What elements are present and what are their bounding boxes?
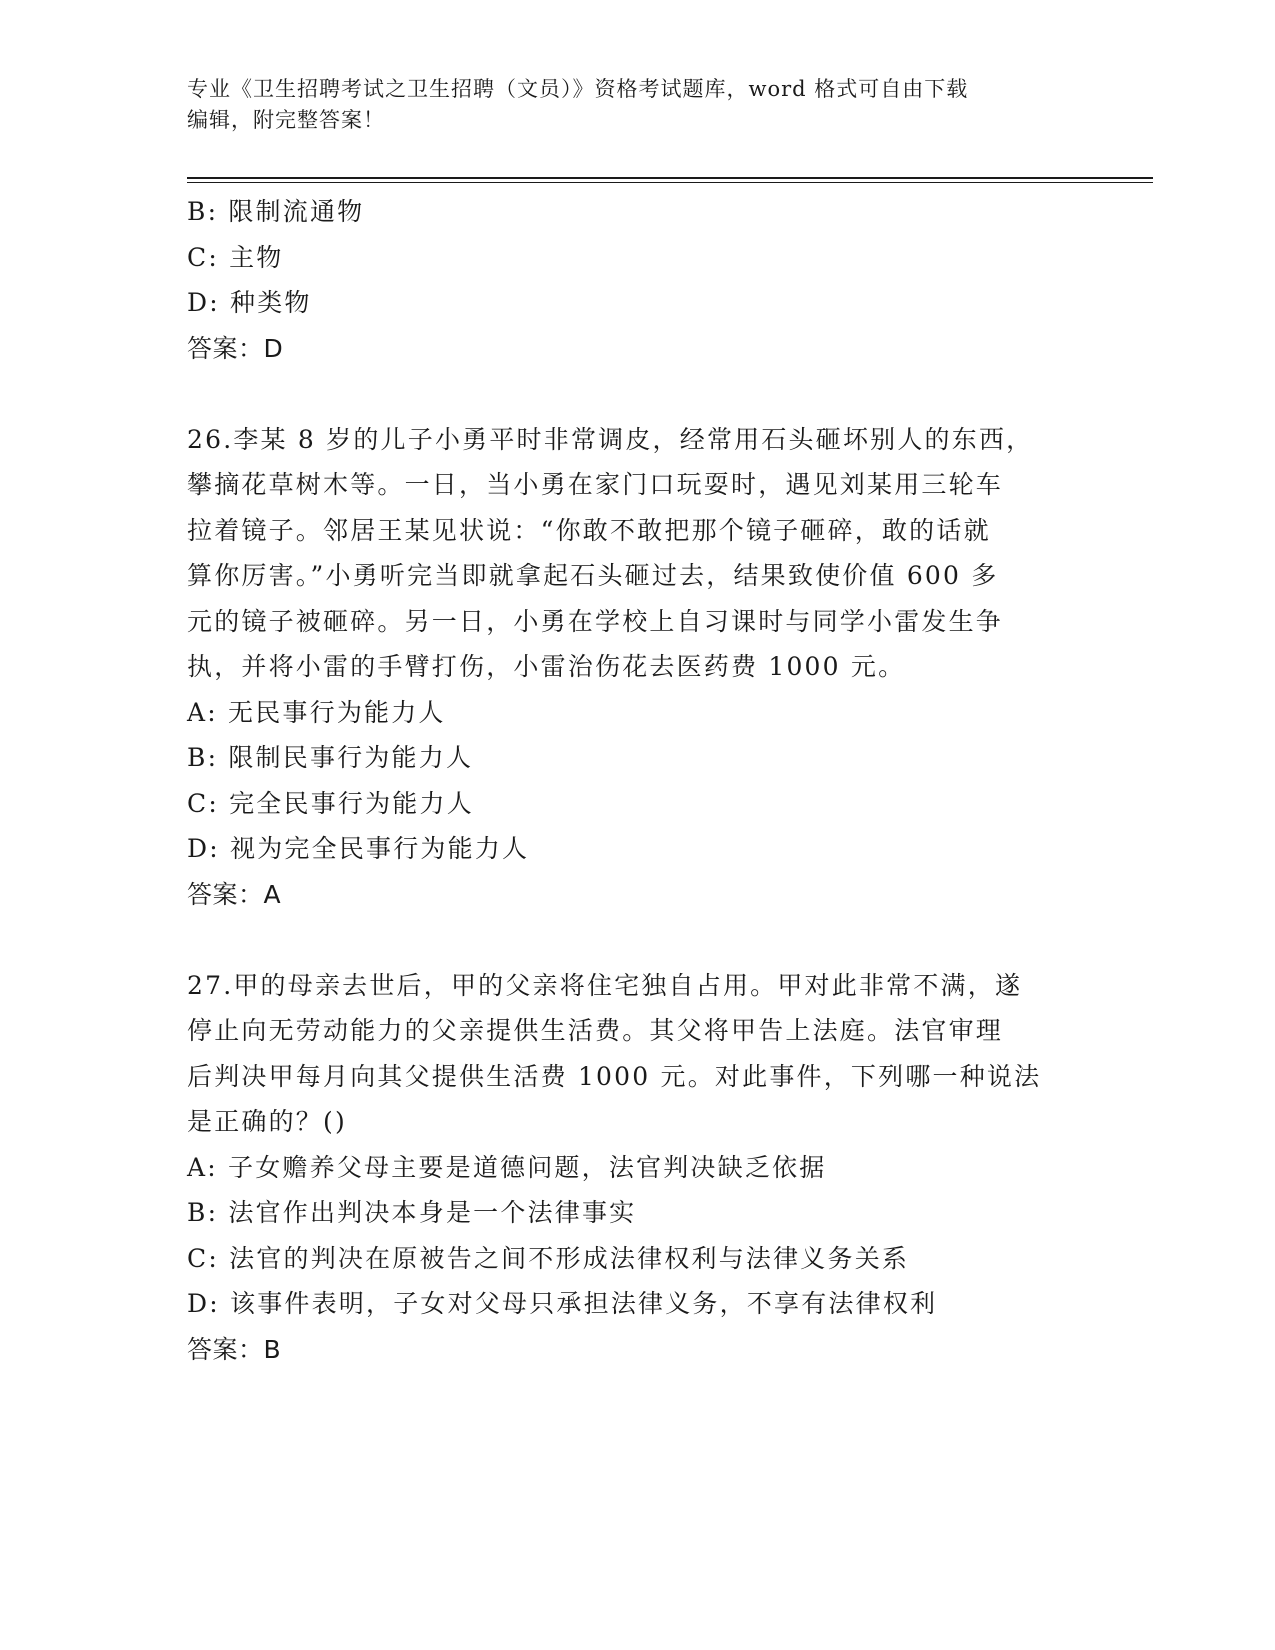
- question-26: [187, 417, 1087, 918]
- header-rule-thick: [187, 177, 1153, 179]
- question-text-line: 算你厉害。”小勇听完当即就拿起石头砸过去，结果致使价值 600 多: [187, 561, 999, 590]
- question-text-line: 攀摘花草树木等。一日，当小勇在家门口玩耍时，遇见刘某用三轮车: [187, 470, 1004, 499]
- header-line-1: 专业《卫生招聘考试之卫生招聘（文员）》资格考试题库，word 格式可自由下载: [187, 77, 969, 101]
- option-d: D: 该事件表明，子女对父母只承担法律义务，不享有法律权利: [187, 1289, 938, 1318]
- question-text-line: 元的镜子被砸碎。另一日，小勇在学校上自习课时与同学小雷发生争: [187, 606, 1004, 636]
- question-27: [187, 963, 1087, 1373]
- option-b: B: 限制流通物: [187, 197, 365, 226]
- question-text-line: 27.甲的母亲去世后，甲的父亲将住宅独自占用。甲对此非常不满，遂: [187, 970, 1023, 1000]
- question-text-line: 26.李某 8 岁的儿子小勇平时非常调皮，经常用石头砸坏别人的东西，: [187, 424, 1034, 454]
- spacer: [187, 917, 1087, 963]
- option-a: A: 子女赡养父母主要是道德问题，法官判决缺乏依据: [187, 1152, 827, 1182]
- answer-line: 答案：B: [187, 1334, 282, 1364]
- question-text-line: 拉着镜子。邻居王某见状说：“你敢不敢把那个镜子砸碎，敢的话就: [187, 515, 991, 545]
- answer-line: 答案：D: [187, 333, 284, 363]
- question-text-line: 停止向无劳动能力的父亲提供生活费。其父将甲告上法庭。法官审理: [187, 1016, 1004, 1045]
- question-text-line: 是正确的？(): [187, 1107, 347, 1136]
- option-c: C: 主物: [187, 242, 284, 272]
- option-d: D: 视为完全民事行为能力人: [187, 834, 530, 863]
- question-text-line: 执，并将小雷的手臂打伤，小雷治伤花去医药费 1000 元。: [187, 652, 906, 681]
- document-header: [187, 74, 1067, 136]
- option-d: D: 种类物: [187, 288, 312, 317]
- option-c: C: 法官的判决在原被告之间不形成法律权利与法律义务关系: [187, 1243, 910, 1273]
- option-b: B: 法官作出判决本身是一个法律事实: [187, 1198, 637, 1227]
- option-c: C: 完全民事行为能力人: [187, 788, 474, 818]
- question-text-line: 后判决甲每月向其父提供生活费 1000 元。对此事件，下列哪一种说法: [187, 1061, 1042, 1091]
- option-a: A: 无民事行为能力人: [187, 697, 446, 727]
- answer-line: 答案：A: [187, 879, 282, 909]
- document-body: [187, 189, 1087, 1372]
- header-line-2: 编辑，附完整答案！: [187, 108, 385, 132]
- question-25-tail: [187, 189, 1087, 371]
- option-b: B: 限制民事行为能力人: [187, 743, 474, 772]
- header-rule-thin: [187, 182, 1153, 183]
- spacer: [187, 371, 1087, 417]
